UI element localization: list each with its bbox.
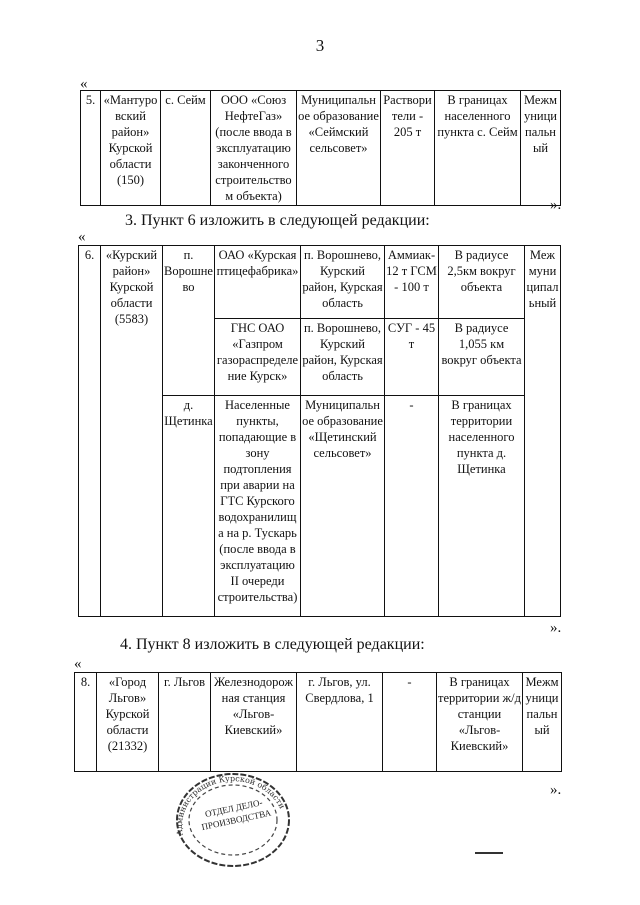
cell-location: г. Льгов, ул. Свердлова, 1: [297, 673, 383, 772]
cell-object: Железнодорожная станция «Льгов-Киевский»: [211, 673, 297, 772]
cell-district: «Мантуровский район» Курской области (150): [101, 91, 161, 206]
cell-settlement: г. Льгов: [159, 673, 211, 772]
cell-substance: СУГ - 45 т: [385, 319, 439, 396]
quote-close: ».: [550, 620, 562, 636]
quote-close: ».: [550, 782, 562, 798]
cell-location: Муниципальное образование «Щетинский сельсовет»: [301, 396, 385, 617]
quote-close: ».: [550, 197, 562, 213]
cell-zone: В границах территории населенного пункта д. Щетинка: [439, 396, 525, 617]
cell-substance: -: [383, 673, 437, 772]
cell-substance: Аммиак-12 т ГСМ - 100 т: [385, 246, 439, 319]
cell-num: 6.: [79, 246, 101, 617]
cell-district: «Город Льгов» Курской области (21332): [97, 673, 159, 772]
cell-level: Межмуниципальный: [523, 673, 562, 772]
cell-zone: В радиусе 1,055 км вокруг объекта: [439, 319, 525, 396]
section-heading-4: 4. Пункт 8 изложить в следующей редакции:: [120, 636, 425, 653]
cell-district: «Курский район» Курской области (5583): [101, 246, 163, 617]
quote-open: «: [78, 229, 86, 245]
cell-substance: Растворители - 205 т: [381, 91, 435, 206]
cell-location: п. Ворошнево, Курский район, Курская область: [301, 319, 385, 396]
cell-settlement: д. Щетинка: [163, 396, 215, 617]
table-row: [75, 673, 562, 772]
quote-open: «: [80, 76, 88, 92]
stamp-ring-text: Администрации Курской области: [174, 774, 287, 837]
cell-object: ОАО «Курская птицефабрика»: [215, 246, 301, 319]
cell-level: Межмуниципальный: [521, 91, 561, 206]
cell-object: ГНС ОАО «Газпром газораспределение Курск»: [215, 319, 301, 396]
signature-mark: [475, 852, 503, 854]
page-number: 3: [315, 36, 325, 55]
cell-substance: -: [385, 396, 439, 617]
cell-num: 8.: [75, 673, 97, 772]
cell-location: Муниципальное образование «Сеймский сельсовет»: [297, 91, 381, 206]
cell-num: 5.: [81, 91, 101, 206]
cell-zone: В границах населенного пункта с. Сейм: [435, 91, 521, 206]
cell-location: п. Ворошнево, Курский район, Курская область: [301, 246, 385, 319]
quote-open: «: [74, 656, 82, 672]
table-item-8: [74, 672, 562, 772]
cell-settlement: п. Ворошнево: [163, 246, 215, 396]
table-item-5: [80, 90, 561, 206]
cell-zone: В радиусе 2,5км вокруг объекта: [439, 246, 525, 319]
section-heading-3: 3. Пункт 6 изложить в следующей редакции:: [125, 212, 430, 229]
cell-object: ООО «Союз НефтеГаз» (после ввода в эксплуатацию законченного строительством объекта): [211, 91, 297, 206]
cell-object: Населенные пункты, попадающие в зону подтопления при аварии на ГТС Курского водохранилища на р. Тускарь (после ввода в эксплуатацию II очереди строительства): [215, 396, 301, 617]
cell-zone: В границах территории ж/д станции «Льгов-Киевский»: [437, 673, 523, 772]
cell-level: Межмуниципальный: [525, 246, 561, 617]
stamp-center-text: ОТДЕЛ ДЕЛО- ПРОИЗВОДСТВА: [200, 797, 272, 833]
table-item-6: [78, 245, 561, 617]
table-row: [79, 246, 561, 319]
table-row: [81, 91, 561, 206]
cell-settlement: с. Сейм: [161, 91, 211, 206]
